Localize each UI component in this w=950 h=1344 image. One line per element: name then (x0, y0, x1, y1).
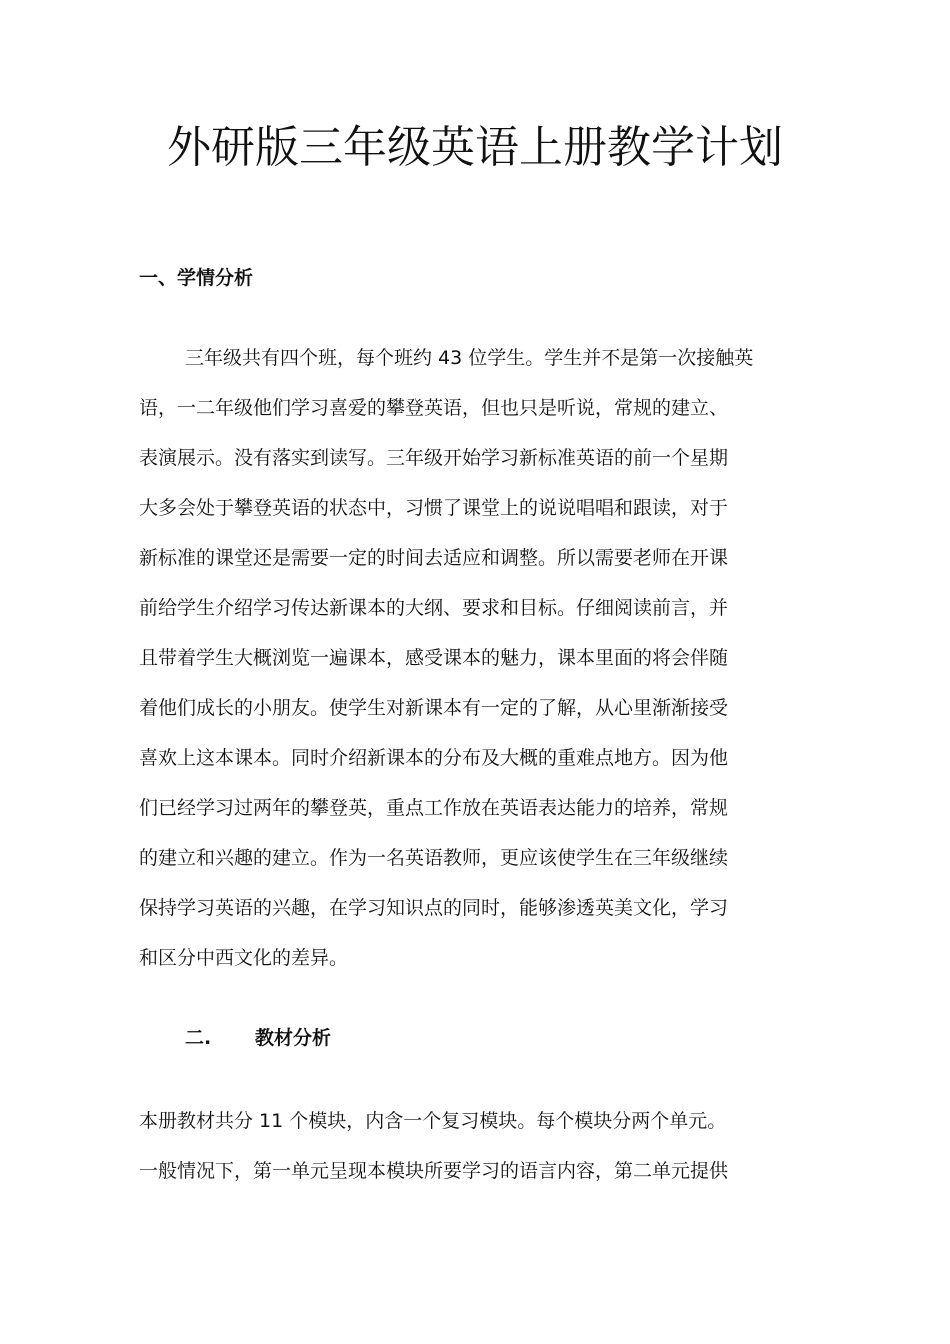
paragraph-line: 大多会处于攀登英语的状态中，习惯了课堂上的说说唱唱和跟读，对于 (139, 497, 729, 519)
section-number: 二. (185, 1027, 212, 1049)
paragraph-line: 且带着学生大概浏览一遍课本，感受课本的魅力，课本里面的将会伴随 (139, 647, 729, 669)
paragraph-line: 着他们成长的小朋友。使学生对新课本有一定的了解，从心里渐渐接受 (139, 697, 729, 719)
paragraph-line: 三年级共有四个班，每个班约 43 位学生。学生并不是第一次接触英 (185, 347, 754, 369)
paragraph-textbook-analysis (139, 1096, 819, 1196)
paragraph-line: 语，一二年级他们学习喜爱的攀登英语，但也只是听说，常规的建立、 (139, 397, 729, 419)
section-heading-student-analysis: 一、学情分析 (139, 267, 254, 289)
document-title: 外研版三年级英语上册教学计划 (167, 122, 783, 173)
paragraph-line: 本册教材共分 11 个模块，内含一个复习模块。每个模块分两个单元。 (139, 1110, 727, 1132)
section-heading-text: 教材分析 (255, 1027, 332, 1049)
paragraph-line: 的建立和兴趣的建立。作为一名英语教师，更应该使学生在三年级继续 (139, 847, 729, 869)
paragraph-line: 前给学生介绍学习传达新课本的大纲、要求和目标。仔细阅读前言，并 (139, 597, 729, 619)
paragraph-student-analysis (139, 333, 819, 983)
paragraph-line: 表演展示。没有落实到读写。三年级开始学习新标准英语的前一个星期 (139, 447, 729, 469)
paragraph-line: 喜欢上这本课本。同时介绍新课本的分布及大概的重难点地方。因为他 (139, 747, 729, 769)
paragraph-line: 新标准的课堂还是需要一定的时间去适应和调整。所以需要老师在开课 (139, 547, 729, 569)
paragraph-line: 一般情况下，第一单元呈现本模块所要学习的语言内容，第二单元提供 (139, 1160, 729, 1182)
paragraph-line: 保持学习英语的兴趣，在学习知识点的同时，能够渗透英美文化，学习 (139, 897, 729, 919)
paragraph-line: 和区分中西文化的差异。 (139, 947, 349, 969)
section-heading-textbook-analysis (185, 1024, 331, 1052)
paragraph-line: 们已经学习过两年的攀登英，重点工作放在英语表达能力的培养，常规 (139, 797, 729, 819)
